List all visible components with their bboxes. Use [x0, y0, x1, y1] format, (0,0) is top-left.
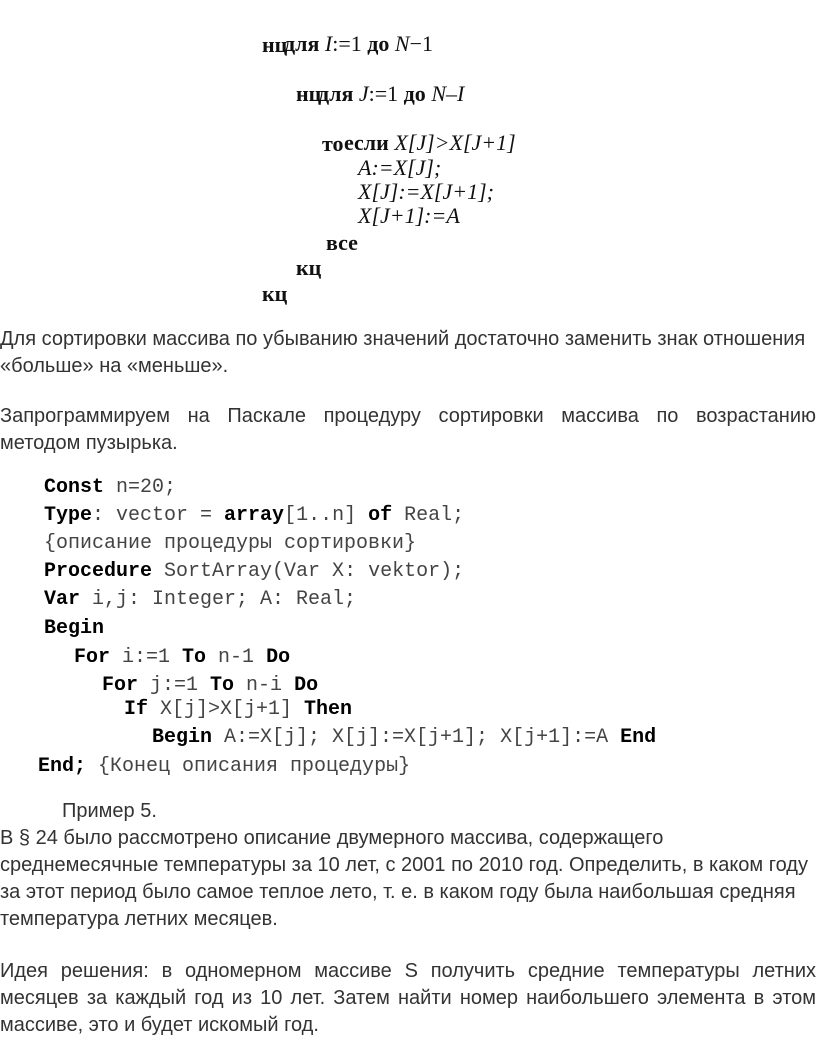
paragraph-task: В § 24 было рассмотрено описание двумерного массива, содержащего среднемесячные температуры за 10 лет, с 2001 по 2010 год. Определить, в каком году за этот период было самое теплое лето, т. е. в каком году была наибольшая средняя температура летних месяцев. — [0, 827, 808, 930]
algo-line-assign-xj1: X[J+1]:=A — [358, 203, 460, 228]
code-line-type: Type: vector = array[1..n] of Real; — [44, 504, 465, 527]
algo-line-if: если X[J]>X[J+1] — [344, 130, 516, 155]
algo-line-inner-loop: для J:=1 до N–I — [318, 81, 465, 106]
algo-line-nc-outer: нц — [262, 32, 288, 57]
code-line-var: Var i,j: Integer; A: Real; — [44, 588, 357, 611]
code-line-for-j: For j:=1 To n-i Do — [102, 674, 319, 697]
algo-line-then: то — [322, 131, 344, 156]
algo-line-end-if: все — [326, 230, 358, 255]
algo-line-nc-inner: нц — [296, 81, 322, 106]
code-line-for-i: For i:=1 To n-1 Do — [74, 646, 291, 669]
code-line-comment: {описание процедуры сортировки} — [44, 532, 417, 555]
paragraph-solution-idea: Идея решения: в одномерном массиве S получить средние температуры летних месяцев за каждый год из 10 лет. Затем найти номер наибольшего элемента в этом массиве, это и будет искомый год. — [0, 960, 816, 1036]
code-line-begin: Begin — [44, 617, 105, 640]
code-line-end: End; {Конец описания процедуры} — [38, 755, 411, 778]
example-label: Пример 5. — [62, 800, 157, 822]
algo-line-kc-outer: кц — [262, 281, 288, 306]
paragraph-descending-note: Для сортировки массива по убыванию значений достаточно заменить знак отношения «больше» на «меньше». — [0, 328, 806, 377]
algo-line-assign-a: A:=X[J]; — [358, 155, 442, 180]
code-line-const: Const n=20; — [44, 476, 177, 499]
code-line-procedure: Procedure SortArray(Var X: vektor); — [44, 560, 465, 583]
algo-line-kc-inner: кц — [296, 255, 322, 280]
code-line-if: If X[j]>X[j+1] Then — [124, 698, 353, 721]
algo-line-outer-loop: для I:=1 до N−1 — [284, 31, 433, 56]
paragraph-pascal-intro: Запрограммируем на Паскале процедуру сортировки массива по возрастанию методом пузырька. — [0, 405, 816, 454]
code-line-swap: Begin A:=X[j]; X[j]:=X[j+1]; X[j+1]:=A End — [152, 726, 657, 749]
algo-line-assign-xj: X[J]:=X[J+1]; — [358, 179, 494, 204]
